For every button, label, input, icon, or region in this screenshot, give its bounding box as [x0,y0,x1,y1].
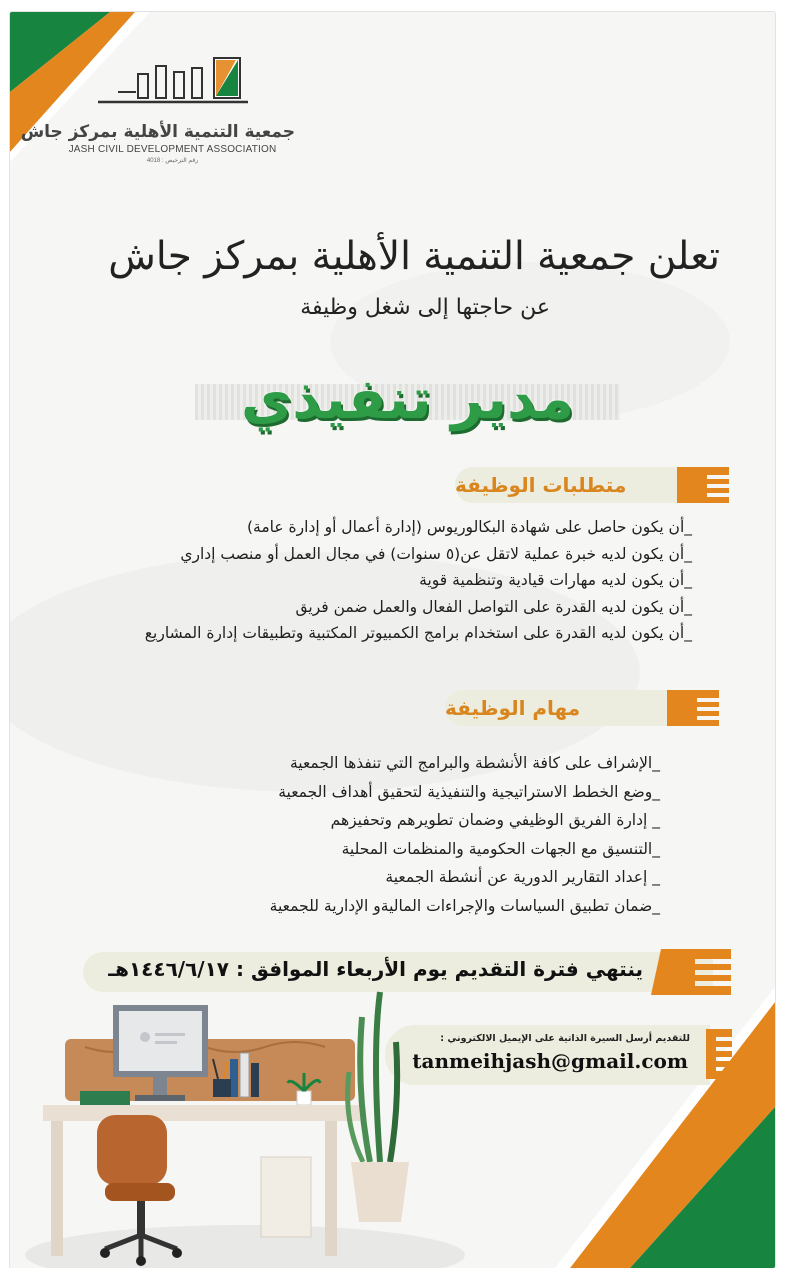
application-prompt: للتقديم أرسل السيرة الذاتية على الإيميل الالكتروني : [440,1033,690,1044]
tasks-list [270,749,660,920]
book-bars-logo-icon [88,52,258,116]
list-item: _أن يكون حاصل على شهادة البكالوريوس (إدارة أعمال أو إدارة عامة) [246,518,692,536]
stripe-tab-icon [651,949,731,995]
list-item: _أن يكون لديه مهارات قيادية وتنظمية قوية [419,571,692,589]
deadline-text: ينتهي فترة التقديم يوم الأربعاء الموافق : ١٤٤٦/٦/١٧هـ [108,957,643,981]
tasks-title: مهام الوظيفة [445,696,581,720]
email-link[interactable]: tanmeihjash@gmail.com [412,1049,688,1073]
logo-arabic-name: جمعية التنمية الأهلية بمركز جاش [20,122,295,142]
list-item: _أن يكون لديه القدرة على التواصل الفعال والعمل ضمن فريق [295,597,692,616]
list-item: _ إدارة الفريق الوظيفي وضمان تطويرهم وتحفيزهم [330,811,660,829]
job-title-banner [195,360,620,450]
list-item: _الإشراف على كافة الأنشطة والبرامج التي تنفذها الجمعية [289,754,660,772]
logo-registration: رقم الترخيص : 4018 [146,158,199,164]
list-item: _أن يكون لديه خبرة عملية لاتقل عن(٥ سنوات) في مجال العمل أو منصب إداري [180,544,692,563]
job-title: مدير تنفيذي [240,367,575,432]
announcement-headline: تعلن جمعية التنمية الأهلية بمركز جاش [108,234,720,279]
deadline-banner [83,952,713,992]
logo-english-name: JASH CIVIL DEVELOPMENT ASSOCIATION [68,144,277,155]
list-item: _أن يكون لديه القدرة على استخدام برامج الكمبيوتر المكتبية وتطبيقات إدارة المشاريع [144,624,692,642]
requirements-title: متطلبات الوظيفة [455,473,627,497]
list-item: _التنسيق مع الجهات الحكومية والمنظمات المحلية [341,839,660,858]
requirements-header [455,467,685,503]
list-item: _ إعداد التقارير الدورية عن أنشطة الجمعية [385,868,660,886]
poster [10,12,775,1268]
association-logo [20,52,295,192]
tasks-header [445,690,675,726]
stripe-tab-icon [677,467,729,503]
stripe-tab-icon [706,1029,732,1079]
list-item: _ضمان تطبيق السياسات والإجراءات الماليةو الإدارية للجمعية [269,896,660,915]
list-item: _وضع الخطط الاستراتيجية والتنفيذية لتحقيق أهداف الجمعية [278,782,660,801]
page-margin [0,1268,787,1280]
stripe-tab-icon [667,690,719,726]
office-desk-illustration [25,987,470,1268]
requirements-list [145,514,692,647]
announcement-subheadline: عن حاجتها إلى شغل وظيفة [300,295,550,320]
